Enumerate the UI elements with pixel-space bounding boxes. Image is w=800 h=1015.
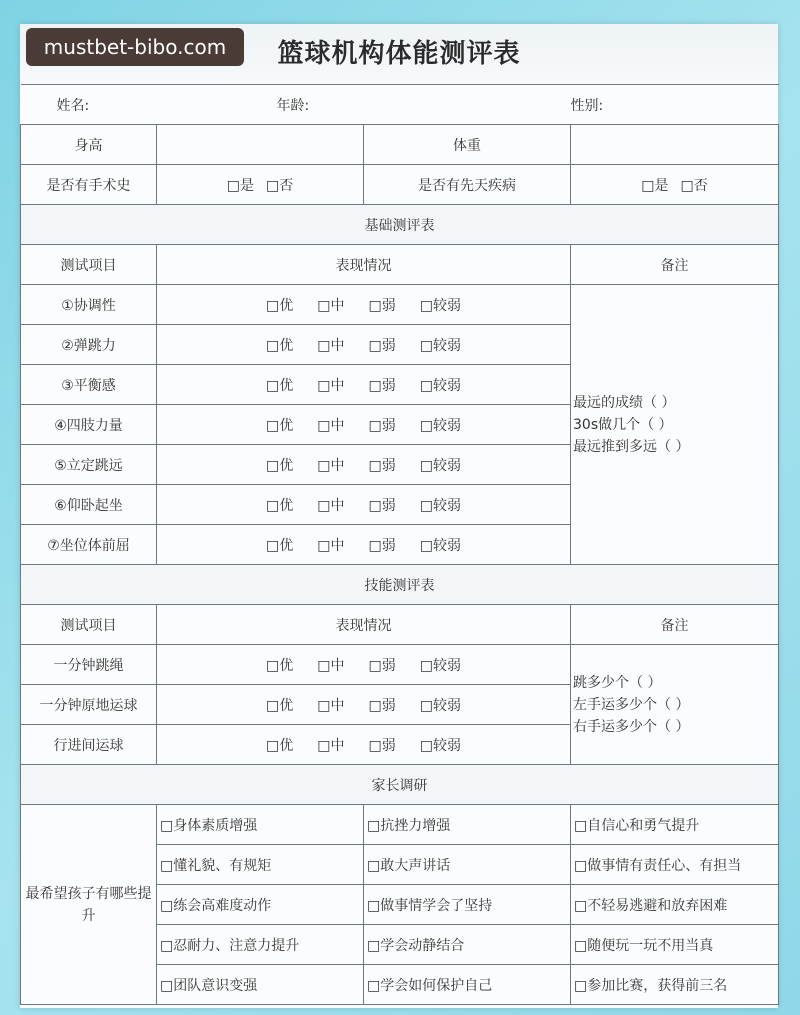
rating-weak-checkbox[interactable]: □弱 xyxy=(368,657,396,674)
rating-medium-checkbox[interactable]: □中 xyxy=(317,497,345,514)
parent-option-checkbox[interactable]: □抗挫力增强 xyxy=(364,805,571,845)
parent-question: 最希望孩子有哪些提升 xyxy=(21,805,157,1005)
rating-weaker-checkbox[interactable]: □较弱 xyxy=(419,457,461,474)
rating-weak-checkbox[interactable]: □弱 xyxy=(368,497,396,514)
page-title: 篮球机构体能测评表 xyxy=(20,24,778,84)
weight-label: 体重 xyxy=(364,125,571,165)
rating-medium-checkbox[interactable]: □中 xyxy=(317,297,345,314)
height-input[interactable] xyxy=(157,125,364,165)
rating-options xyxy=(157,445,571,485)
section-basic-title: 基础测评表 xyxy=(21,205,779,245)
name-field[interactable]: 姓名: xyxy=(21,85,157,125)
skill-item-label: 一分钟跳绳 xyxy=(21,645,157,685)
rating-options xyxy=(157,485,571,525)
rating-options xyxy=(157,405,571,445)
rating-weaker-checkbox[interactable]: □较弱 xyxy=(419,297,461,314)
parent-option-checkbox[interactable]: □随便玩一玩不用当真 xyxy=(571,925,779,965)
congenital-no-checkbox[interactable]: □否 xyxy=(680,177,708,194)
rating-options xyxy=(157,645,571,685)
skill-item-label: 行进间运球 xyxy=(21,725,157,765)
weight-input[interactable] xyxy=(571,125,779,165)
header-performance: 表现情况 xyxy=(157,245,571,285)
rating-medium-checkbox[interactable]: □中 xyxy=(317,377,345,394)
rating-medium-checkbox[interactable]: □中 xyxy=(317,657,345,674)
rating-weaker-checkbox[interactable]: □较弱 xyxy=(419,537,461,554)
congenital-yes-checkbox[interactable]: □是 xyxy=(641,177,669,194)
rating-weaker-checkbox[interactable]: □较弱 xyxy=(419,377,461,394)
rating-medium-checkbox[interactable]: □中 xyxy=(317,697,345,714)
rating-weaker-checkbox[interactable]: □较弱 xyxy=(419,737,461,754)
header-item: 测试项目 xyxy=(21,245,157,285)
rating-options xyxy=(157,525,571,565)
rating-weak-checkbox[interactable]: □弱 xyxy=(368,457,396,474)
rating-excellent-checkbox[interactable]: □优 xyxy=(266,657,294,674)
section-skill xyxy=(21,565,779,605)
basic-item-label: ②弹跳力 xyxy=(21,325,157,365)
rating-weak-checkbox[interactable]: □弱 xyxy=(368,737,396,754)
rating-options xyxy=(157,285,571,325)
parent-option-checkbox[interactable]: □练会高难度动作 xyxy=(157,885,364,925)
rating-excellent-checkbox[interactable]: □优 xyxy=(266,297,294,314)
basic-item-label: ①协调性 xyxy=(21,285,157,325)
basic-item-label: ⑦坐位体前屈 xyxy=(21,525,157,565)
parent-option-checkbox[interactable]: □敢大声讲话 xyxy=(364,845,571,885)
rating-weak-checkbox[interactable]: □弱 xyxy=(368,697,396,714)
rating-medium-checkbox[interactable]: □中 xyxy=(317,417,345,434)
assessment-table xyxy=(20,84,779,1005)
section-skill-title: 技能测评表 xyxy=(21,565,779,605)
height-label: 身高 xyxy=(21,125,157,165)
table-row xyxy=(21,645,779,685)
rating-weak-checkbox[interactable]: □弱 xyxy=(368,337,396,354)
rating-options xyxy=(157,365,571,405)
rating-options xyxy=(157,685,571,725)
parent-option-checkbox[interactable]: □懂礼貌、有规矩 xyxy=(157,845,364,885)
section-parent-title: 家长调研 xyxy=(21,765,779,805)
congenital-options xyxy=(571,165,779,205)
history-row xyxy=(21,165,779,205)
info-row xyxy=(21,85,779,125)
table-row xyxy=(21,285,779,325)
rating-excellent-checkbox[interactable]: □优 xyxy=(266,417,294,434)
rating-weaker-checkbox[interactable]: □较弱 xyxy=(419,337,461,354)
parent-option-checkbox[interactable]: □学会动静结合 xyxy=(364,925,571,965)
rating-weak-checkbox[interactable]: □弱 xyxy=(368,377,396,394)
rating-medium-checkbox[interactable]: □中 xyxy=(317,537,345,554)
parent-option-checkbox[interactable]: □做事情学会了坚持 xyxy=(364,885,571,925)
rating-options xyxy=(157,325,571,365)
basic-note-line: 30s做几个（ ） xyxy=(573,416,673,433)
parent-option-checkbox[interactable]: □自信心和勇气提升 xyxy=(571,805,779,845)
rating-excellent-checkbox[interactable]: □优 xyxy=(266,697,294,714)
height-weight-row xyxy=(21,125,779,165)
rating-excellent-checkbox[interactable]: □优 xyxy=(266,737,294,754)
surgery-options xyxy=(157,165,364,205)
parent-option-checkbox[interactable]: □团队意识变强 xyxy=(157,965,364,1005)
parent-option-checkbox[interactable]: □学会如何保护自己 xyxy=(364,965,571,1005)
assessment-sheet xyxy=(20,24,778,1008)
rating-weaker-checkbox[interactable]: □较弱 xyxy=(419,417,461,434)
basic-header-row xyxy=(21,245,779,285)
rating-options xyxy=(157,725,571,765)
rating-weak-checkbox[interactable]: □弱 xyxy=(368,537,396,554)
surgery-label: 是否有手术史 xyxy=(21,165,157,205)
header-note: 备注 xyxy=(571,245,779,285)
surgery-no-checkbox[interactable]: □否 xyxy=(266,177,294,194)
rating-weak-checkbox[interactable]: □弱 xyxy=(368,417,396,434)
basic-note-line: 最远的成绩（ ） xyxy=(573,394,676,411)
rating-excellent-checkbox[interactable]: □优 xyxy=(266,537,294,554)
basic-note-cell[interactable] xyxy=(571,285,779,565)
parent-option-checkbox[interactable]: □身体素质增强 xyxy=(157,805,364,845)
section-basic xyxy=(21,205,779,245)
rating-weaker-checkbox[interactable]: □较弱 xyxy=(419,497,461,514)
age-field[interactable]: 年龄: xyxy=(157,85,571,125)
header-note: 备注 xyxy=(571,605,779,645)
parent-option-checkbox[interactable]: □参加比赛，获得前三名 xyxy=(571,965,779,1005)
parent-option-checkbox[interactable]: □不轻易逃避和放弃困难 xyxy=(571,885,779,925)
basic-note-line: 最远推到多远（ ） xyxy=(573,438,690,455)
rating-weaker-checkbox[interactable]: □较弱 xyxy=(419,657,461,674)
rating-weaker-checkbox[interactable]: □较弱 xyxy=(419,697,461,714)
basic-item-label: ④四肢力量 xyxy=(21,405,157,445)
rating-medium-checkbox[interactable]: □中 xyxy=(317,457,345,474)
rating-weak-checkbox[interactable]: □弱 xyxy=(368,297,396,314)
skill-note-cell[interactable] xyxy=(571,645,779,765)
skill-item-label: 一分钟原地运球 xyxy=(21,685,157,725)
skill-note-line: 跳多少个（ ） xyxy=(573,674,662,691)
rating-excellent-checkbox[interactable]: □优 xyxy=(266,377,294,394)
section-parent xyxy=(21,765,779,805)
parent-option-checkbox[interactable]: □做事情有责任心、有担当 xyxy=(571,845,779,885)
rating-excellent-checkbox[interactable]: □优 xyxy=(266,337,294,354)
parent-option-checkbox[interactable]: □忍耐力、注意力提升 xyxy=(157,925,364,965)
basic-item-label: ③平衡感 xyxy=(21,365,157,405)
basic-item-label: ⑥仰卧起坐 xyxy=(21,485,157,525)
rating-medium-checkbox[interactable]: □中 xyxy=(317,337,345,354)
parent-row xyxy=(21,805,779,845)
gender-field[interactable]: 性别: xyxy=(571,85,779,125)
header-performance: 表现情况 xyxy=(157,605,571,645)
basic-item-label: ⑤立定跳远 xyxy=(21,445,157,485)
rating-excellent-checkbox[interactable]: □优 xyxy=(266,457,294,474)
header-item: 测试项目 xyxy=(21,605,157,645)
congenital-label: 是否有先天疾病 xyxy=(364,165,571,205)
surgery-yes-checkbox[interactable]: □是 xyxy=(226,177,254,194)
skill-header-row xyxy=(21,605,779,645)
skill-note-line: 左手运多少个（ ） xyxy=(573,696,690,713)
rating-excellent-checkbox[interactable]: □优 xyxy=(266,497,294,514)
skill-note-line: 右手运多少个（ ） xyxy=(573,718,690,735)
watermark: mustbet-bibo.com xyxy=(26,28,244,66)
rating-medium-checkbox[interactable]: □中 xyxy=(317,737,345,754)
